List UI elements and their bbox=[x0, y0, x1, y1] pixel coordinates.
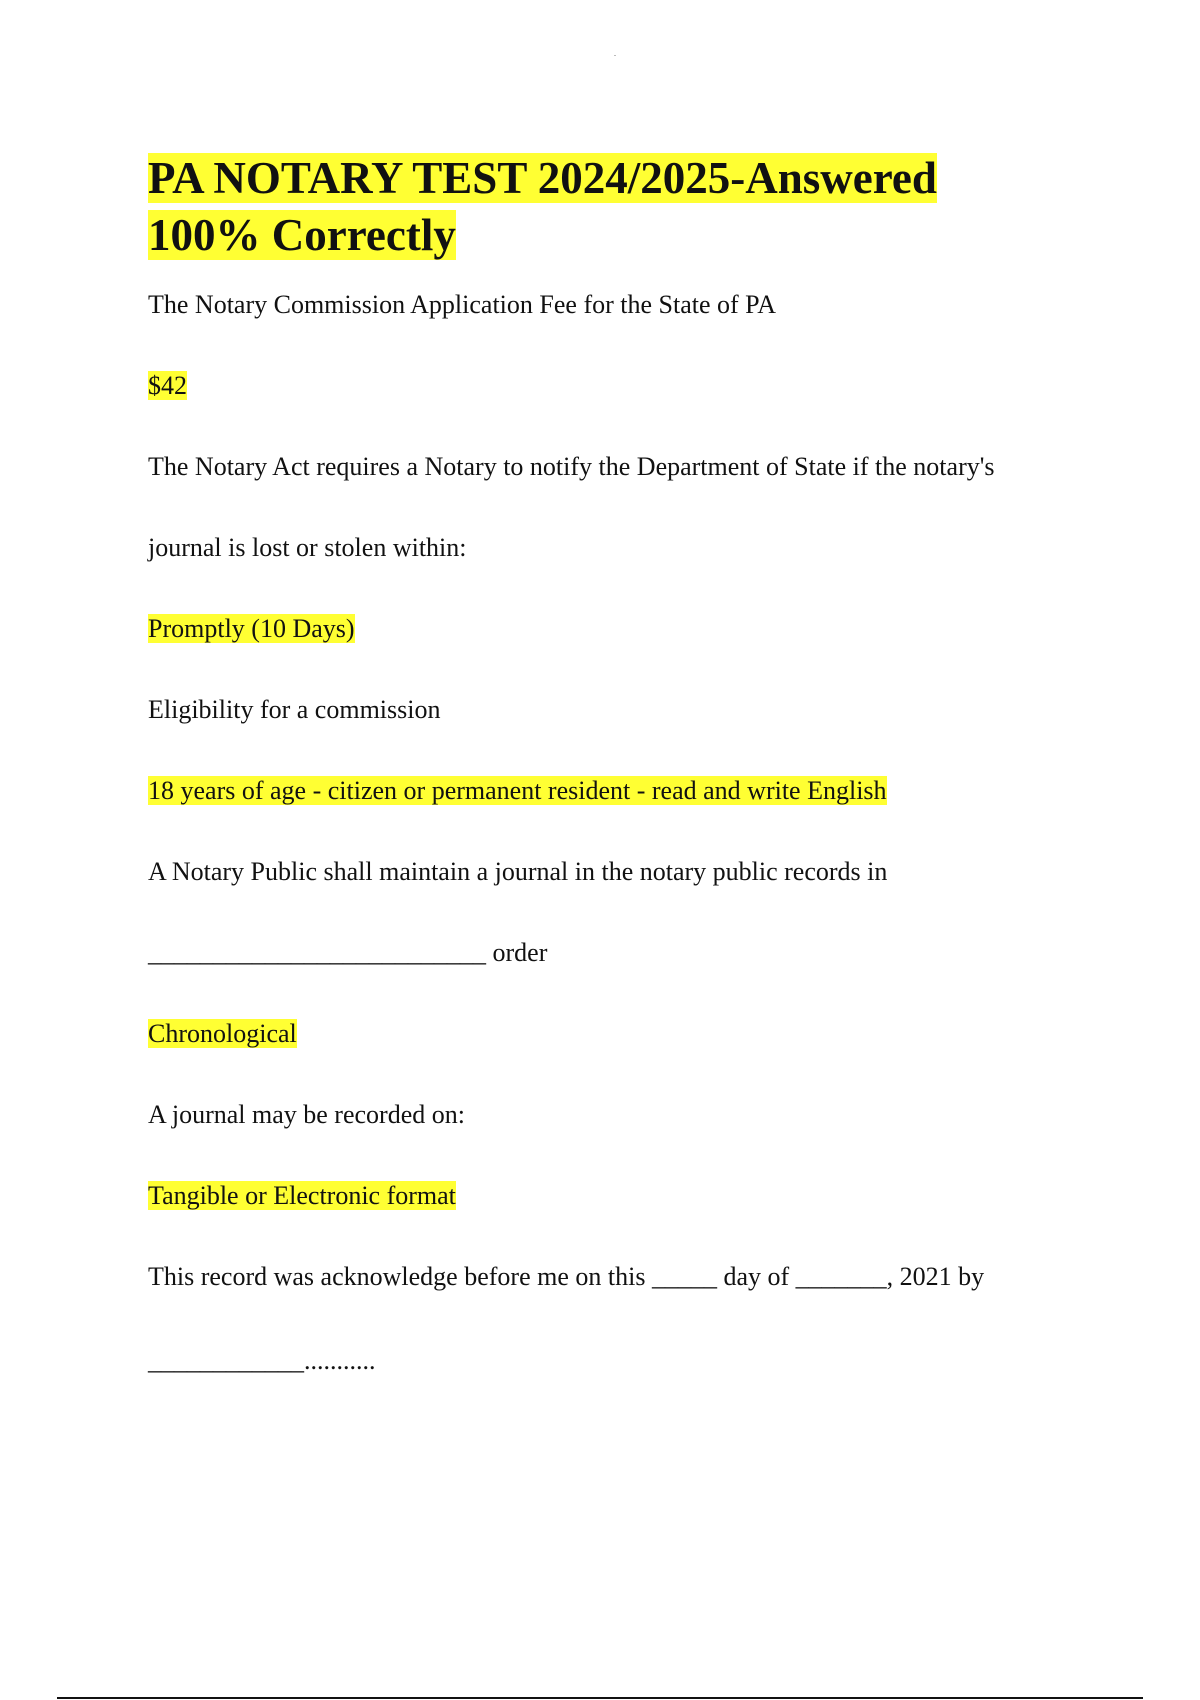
answer-3 bbox=[148, 775, 887, 807]
question-text: ____________........... bbox=[148, 1346, 376, 1375]
question-4-line-1 bbox=[148, 856, 887, 888]
answer-text: Chronological bbox=[148, 1019, 297, 1048]
answer-text: Promptly (10 Days) bbox=[148, 614, 355, 643]
answer-text: $42 bbox=[148, 371, 187, 400]
question-5 bbox=[148, 1099, 465, 1131]
question-text: Eligibility for a commission bbox=[148, 695, 441, 724]
answer-2 bbox=[148, 613, 355, 645]
document-title bbox=[148, 150, 1108, 264]
answer-5 bbox=[148, 1180, 456, 1212]
question-6-line-2 bbox=[148, 1345, 376, 1377]
question-text: This record was acknowledge before me on this _____ day of _______, 2021 by bbox=[148, 1262, 985, 1291]
question-text: The Notary Act requires a Notary to notify the Department of State if the notary's bbox=[148, 452, 995, 481]
answer-text: Tangible or Electronic format bbox=[148, 1181, 456, 1210]
question-6-line-1 bbox=[148, 1261, 984, 1293]
question-3 bbox=[148, 694, 440, 726]
question-1 bbox=[148, 289, 776, 321]
question-2-line-1 bbox=[148, 451, 995, 483]
answer-1 bbox=[148, 370, 187, 402]
question-text: A Notary Public shall maintain a journal in the notary public records in bbox=[148, 857, 888, 886]
question-4-line-2 bbox=[148, 937, 547, 969]
scan-speck bbox=[614, 55, 616, 56]
title-line-2: 100% Correctly bbox=[148, 210, 456, 260]
question-text: The Notary Commission Application Fee for the State of PA bbox=[148, 290, 777, 319]
answer-text: 18 years of age - citizen or permanent resident - read and write English bbox=[148, 776, 887, 805]
answer-4 bbox=[148, 1018, 297, 1050]
question-text: __________________________ order bbox=[148, 938, 548, 967]
question-text: journal is lost or stolen within: bbox=[148, 533, 467, 562]
question-text: A journal may be recorded on: bbox=[148, 1100, 465, 1129]
title-line-1: PA NOTARY TEST 2024/2025-Answered bbox=[148, 153, 937, 203]
page-bottom-rule bbox=[57, 1697, 1143, 1699]
question-2-line-2 bbox=[148, 532, 467, 564]
